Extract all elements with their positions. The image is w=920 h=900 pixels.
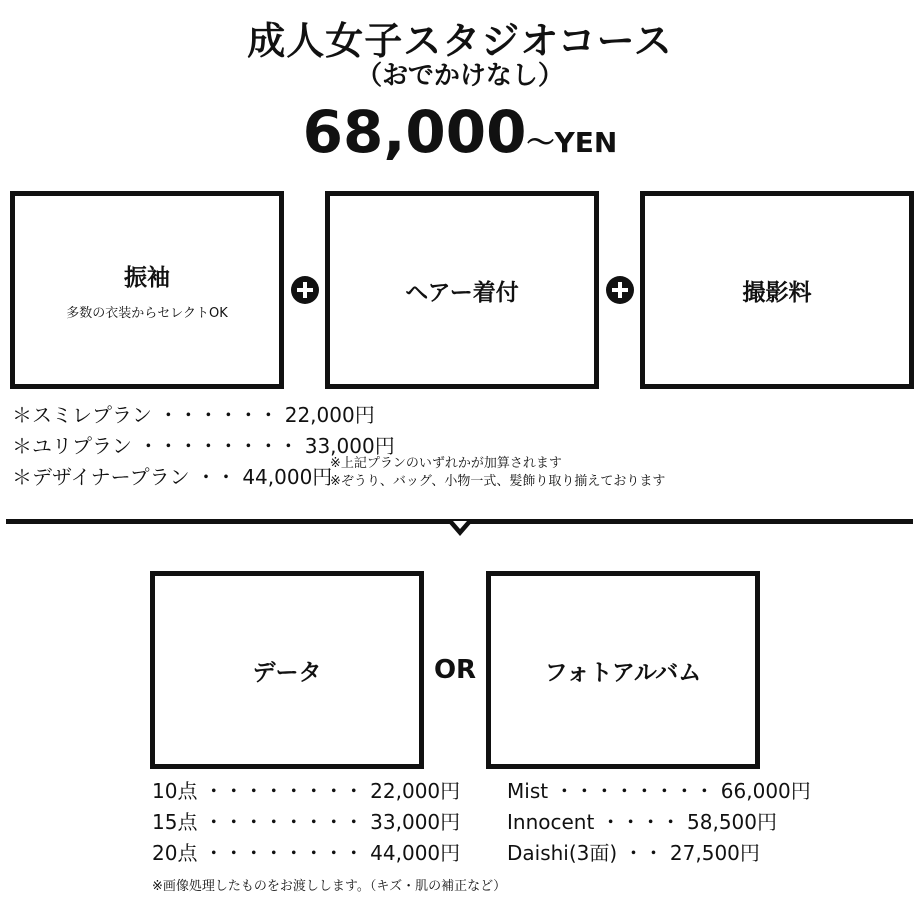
data-price-item: 15点 ・・・・・・・・ 33,000円 bbox=[152, 810, 461, 834]
arrow-down-icon bbox=[447, 521, 473, 536]
plan-note: ※上記プランのいずれかが加算されます bbox=[330, 456, 562, 471]
data-price-item: 20点 ・・・・・・・・ 44,000円 bbox=[152, 841, 461, 865]
hair-kitsuke-title: ヘアー着付 bbox=[405, 279, 519, 306]
photo-fee-title: 撮影料 bbox=[742, 279, 812, 306]
base-price bbox=[0, 98, 920, 166]
plus-icon bbox=[606, 276, 634, 304]
album-price-item: Innocent ・・・・ 58,500円 bbox=[507, 810, 777, 834]
footer-note: ※画像処理したものをお渡しします。（キズ・肌の補正など） bbox=[152, 879, 507, 894]
album-price-item: Daishi(3面) ・・ 27,500円 bbox=[507, 841, 760, 865]
page-title: 成人女子スタジオコース bbox=[247, 19, 673, 63]
plan-item: ＊スミレプラン ・・・・・・ 22,000円 bbox=[12, 403, 375, 427]
furisode-box bbox=[10, 191, 284, 389]
data-title: データ bbox=[252, 659, 322, 686]
page-subtitle: （おでかけなし） bbox=[356, 61, 564, 91]
photo-album-box bbox=[486, 571, 760, 769]
base-price-amount: 68,000 bbox=[302, 98, 527, 166]
photo-fee-box bbox=[640, 191, 914, 389]
album-price-list bbox=[507, 776, 811, 869]
plan-item: ＊ユリプラン ・・・・・・・・ 33,000円 bbox=[12, 434, 395, 458]
plus-icon bbox=[291, 276, 319, 304]
furisode-title: 振袖 bbox=[124, 265, 170, 291]
data-price-list bbox=[152, 776, 460, 869]
data-box bbox=[150, 571, 424, 769]
data-price-item: 10点 ・・・・・・・・ 22,000円 bbox=[152, 779, 461, 803]
base-price-suffix: ～YEN bbox=[526, 126, 618, 159]
or-label: OR bbox=[433, 655, 477, 685]
plan-note: ※ぞうり、バッグ、小物一式、髪飾り取り揃えております bbox=[330, 474, 666, 489]
furisode-subtitle: 多数の衣装からセレクトOK bbox=[66, 306, 228, 321]
plan-notes bbox=[330, 455, 665, 491]
plan-item: ＊デザイナープラン ・・ 44,000円 bbox=[12, 465, 333, 489]
hair-kitsuke-box bbox=[325, 191, 599, 389]
photo-album-title: フォトアルバム bbox=[544, 659, 702, 686]
album-price-item: Mist ・・・・・・・・ 66,000円 bbox=[507, 779, 811, 803]
